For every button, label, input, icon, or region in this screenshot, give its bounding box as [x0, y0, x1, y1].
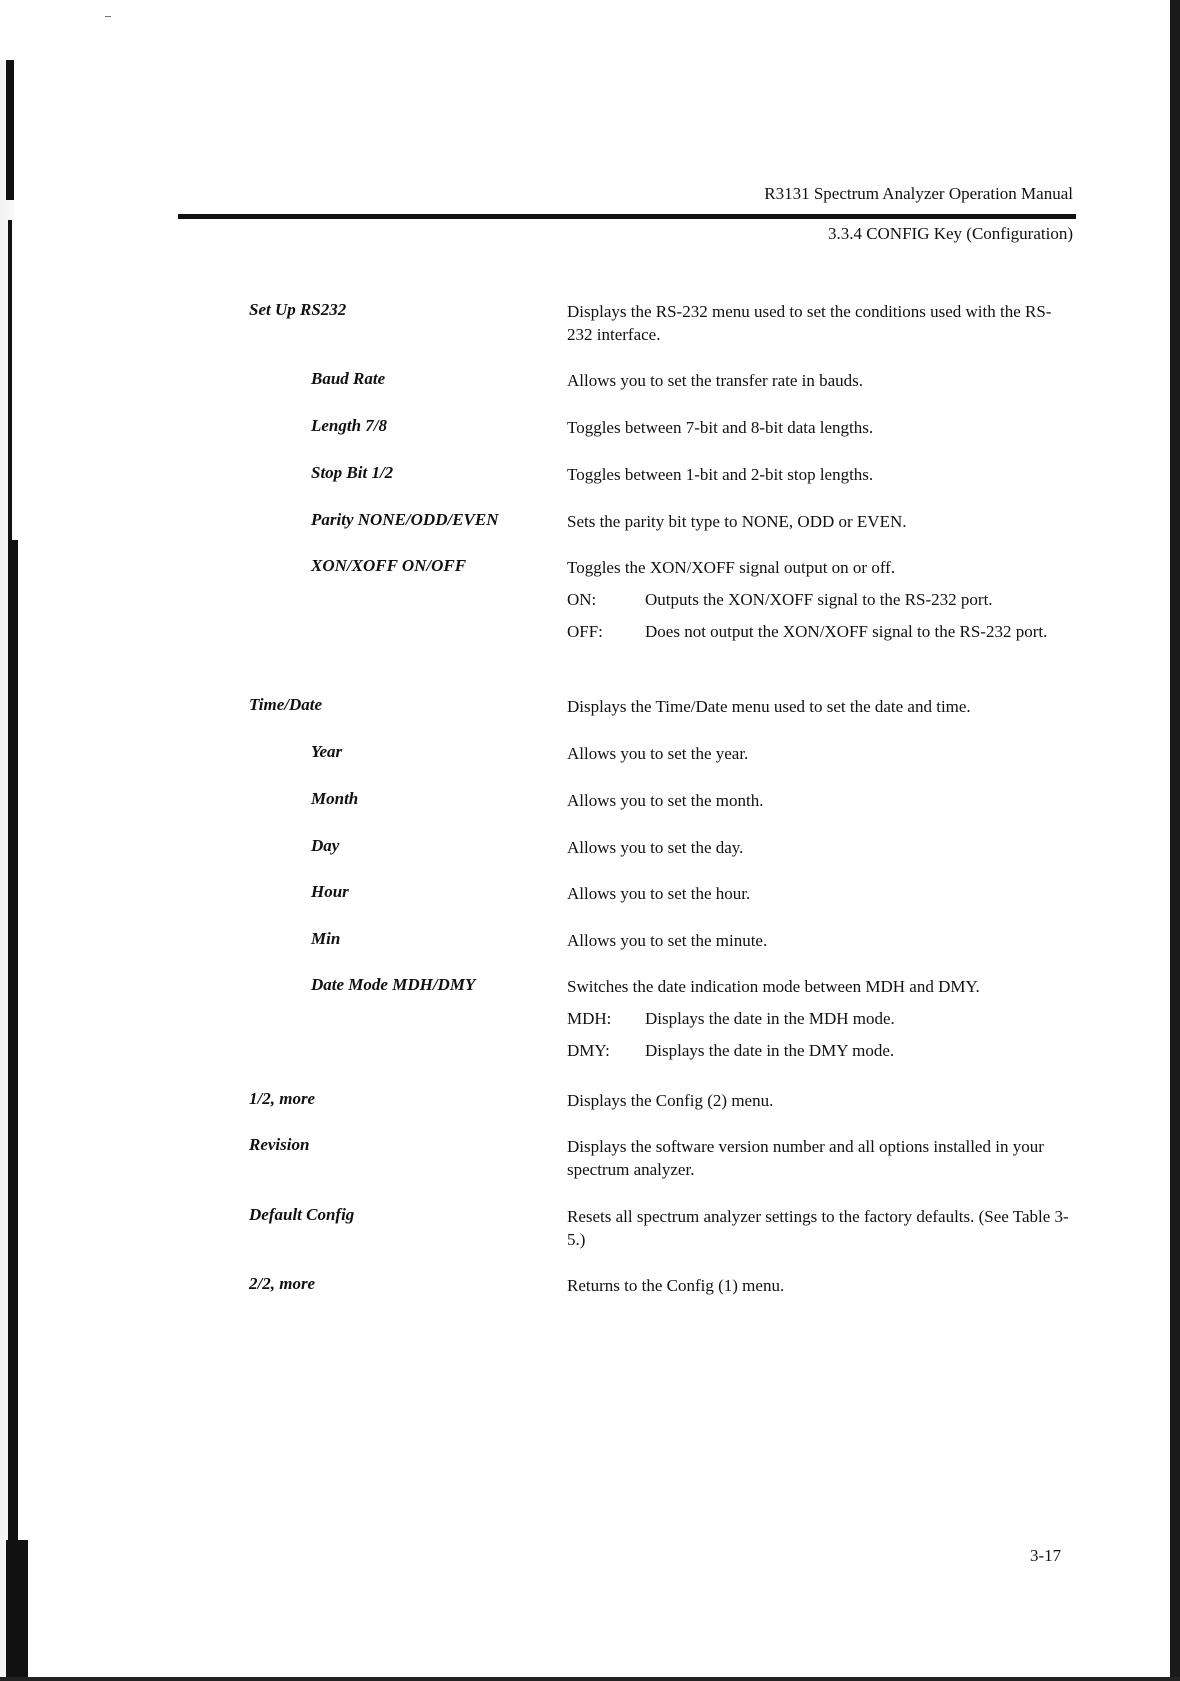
- menu-description: Displays the RS-232 menu used to set the conditions used with the RS-232 interface.: [567, 302, 1052, 344]
- menu-description: Toggles the XON/XOFF signal output on or off.: [567, 558, 896, 577]
- menu-description: Allows you to set the minute.: [567, 931, 768, 950]
- section-title: 3.3.4 CONFIG Key (Configuration): [827, 224, 1073, 243]
- menu-description: Allows you to set the transfer rate in bauds.: [567, 371, 864, 390]
- menu-term: Hour: [311, 882, 349, 901]
- menu-term: Set Up RS232: [249, 300, 347, 319]
- menu-term: Year: [311, 742, 343, 761]
- scan-tick: [105, 16, 111, 17]
- menu-description-block: [567, 975, 1075, 1062]
- scan-left-mark-4: [6, 1540, 28, 1681]
- menu-description: Sets the parity bit type to NONE, ODD or EVEN.: [567, 512, 907, 531]
- menu-term: Min: [311, 929, 341, 948]
- option-label: OFF:: [567, 622, 603, 641]
- menu-description: Allows you to set the year.: [567, 744, 749, 763]
- menu-description: Toggles between 7-bit and 8-bit data lengths.: [567, 418, 874, 437]
- menu-term: 2/2, more: [249, 1274, 316, 1293]
- menu-description: Allows you to set the month.: [567, 791, 764, 810]
- option-text: Displays the date in the MDH mode.: [645, 1009, 895, 1028]
- menu-description: Displays the Time/Date menu used to set the date and time.: [567, 697, 971, 716]
- menu-term: Length 7/8: [311, 416, 388, 435]
- menu-term: Default Config: [249, 1205, 355, 1224]
- scan-left-mark-2: [8, 220, 12, 540]
- menu-description: Displays the Config (2) menu.: [567, 1091, 774, 1110]
- header-rule: [178, 214, 1076, 219]
- menu-description: Returns to the Config (1) menu.: [567, 1276, 785, 1295]
- menu-term: XON/XOFF ON/OFF: [311, 556, 467, 575]
- menu-description: Resets all spectrum analyzer settings to the factory defaults. (See Table 3-5.): [567, 1207, 1069, 1249]
- option-label: ON:: [567, 590, 597, 609]
- menu-term: 1/2, more: [249, 1089, 316, 1108]
- option-row: [567, 1007, 1075, 1030]
- page-number: 3-17: [1030, 1546, 1062, 1565]
- scan-left-mark-1: [6, 60, 14, 200]
- menu-description: Toggles between 1-bit and 2-bit stop lengths.: [567, 465, 874, 484]
- option-text: Does not output the XON/XOFF signal to the RS-232 port.: [645, 622, 1048, 641]
- option-text: Displays the date in the DMY mode.: [645, 1041, 895, 1060]
- scan-left-mark-3: [8, 540, 18, 1540]
- menu-term: Date Mode MDH/DMY: [311, 975, 476, 994]
- menu-term: Parity NONE/ODD/EVEN: [311, 510, 499, 529]
- menu-description: Switches the date indication mode between MDH and DMY.: [567, 977, 980, 996]
- scan-right-edge: [1170, 0, 1180, 1681]
- scan-bottom-edge: [0, 1677, 1180, 1681]
- menu-description: Displays the software version number and all options installed in your spectrum analyzer.: [567, 1137, 1044, 1179]
- menu-description: Allows you to set the hour.: [567, 884, 751, 903]
- option-row: [567, 1039, 1075, 1062]
- option-row: [567, 588, 1075, 611]
- menu-term: Month: [311, 789, 359, 808]
- option-label: DMY:: [567, 1041, 610, 1060]
- option-row: [567, 620, 1075, 643]
- option-label: MDH:: [567, 1009, 612, 1028]
- menu-description: Allows you to set the day.: [567, 838, 744, 857]
- manual-title: R3131 Spectrum Analyzer Operation Manual: [764, 184, 1073, 203]
- menu-term: Baud Rate: [311, 369, 386, 388]
- menu-term: Time/Date: [249, 695, 323, 714]
- menu-term: Day: [311, 836, 340, 855]
- option-text: Outputs the XON/XOFF signal to the RS-232 port.: [645, 590, 993, 609]
- menu-term: Revision: [249, 1135, 310, 1154]
- menu-term: Stop Bit 1/2: [311, 463, 394, 482]
- menu-description-block: [567, 556, 1075, 643]
